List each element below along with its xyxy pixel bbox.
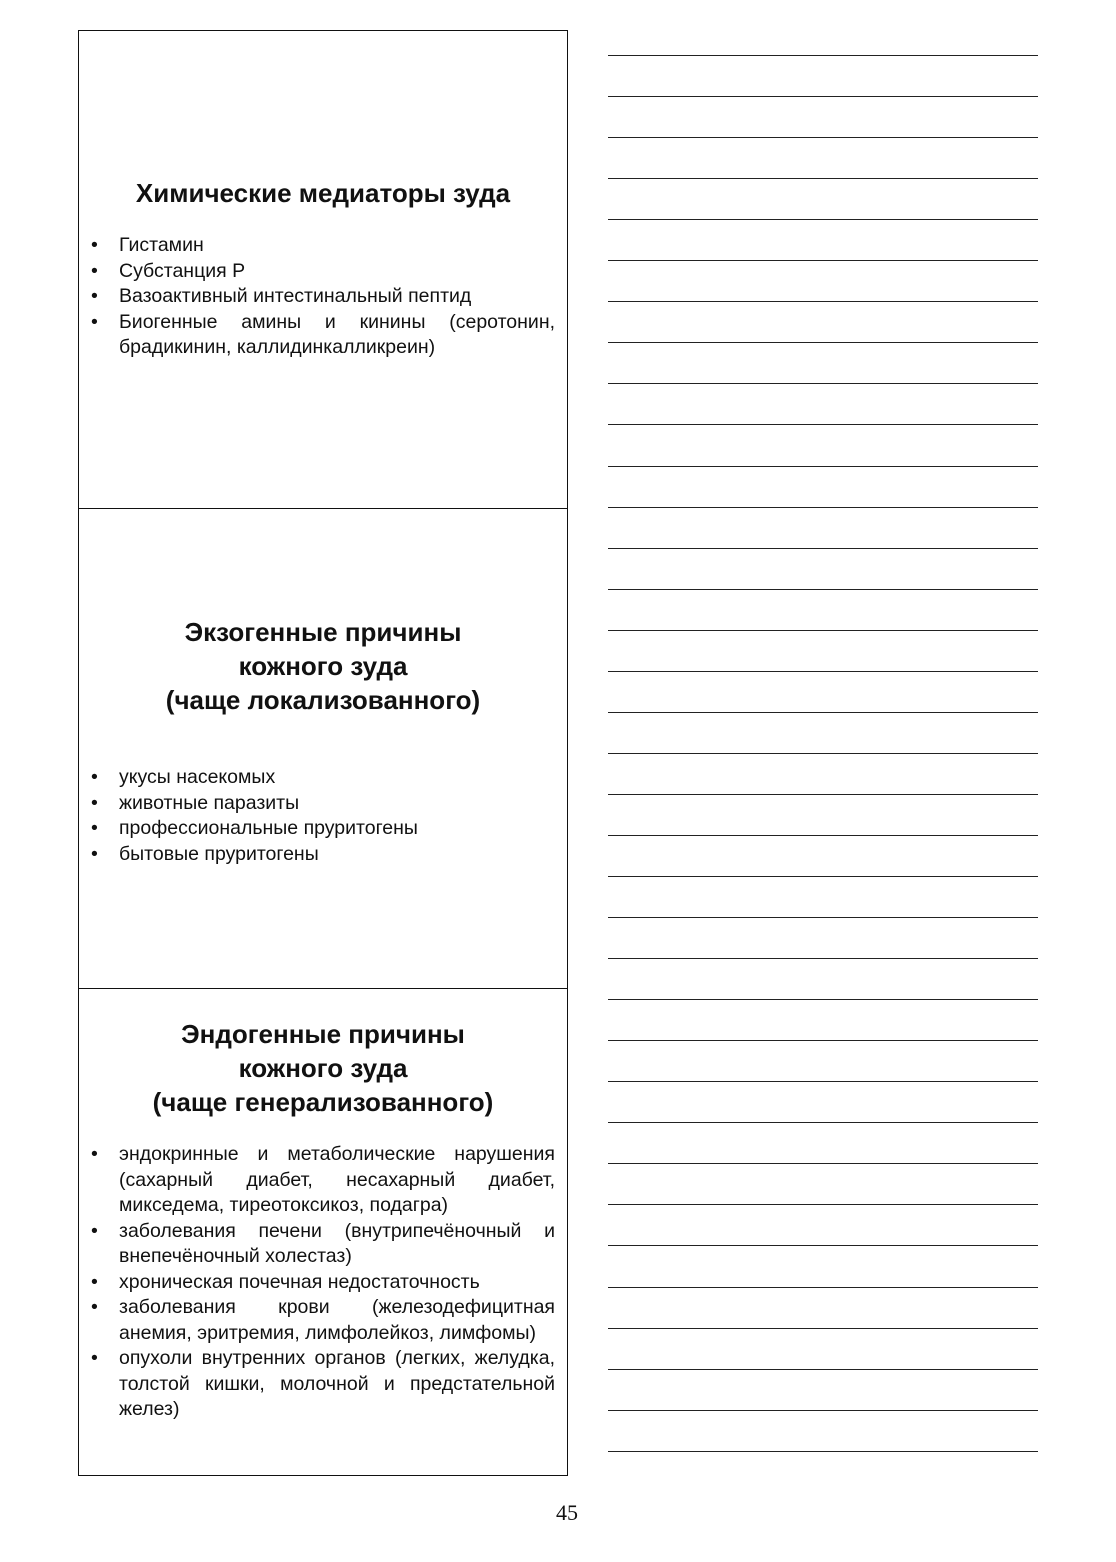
list-item: • Биогенные амины и кинины (серотонин, брадикинин, каллидинкалликреин) bbox=[89, 310, 555, 361]
note-line bbox=[608, 178, 1038, 179]
note-line bbox=[608, 219, 1038, 220]
note-line bbox=[608, 548, 1038, 549]
note-line bbox=[608, 589, 1038, 590]
note-line bbox=[608, 1081, 1038, 1082]
title-line: Химические медиаторы зуда bbox=[135, 178, 511, 208]
note-line bbox=[608, 630, 1038, 631]
slide-title bbox=[79, 1017, 567, 1119]
note-line bbox=[608, 1287, 1038, 1288]
list-item: • укусы насекомых bbox=[89, 765, 555, 791]
note-line bbox=[608, 999, 1038, 1000]
note-line bbox=[608, 1410, 1038, 1411]
note-line bbox=[608, 1040, 1038, 1041]
note-line bbox=[608, 507, 1038, 508]
note-line bbox=[608, 466, 1038, 467]
title-line: кожного зуда bbox=[238, 651, 408, 681]
bullet-list bbox=[89, 1142, 555, 1423]
note-line bbox=[608, 137, 1038, 138]
note-line bbox=[608, 260, 1038, 261]
list-item: • животные паразиты bbox=[89, 791, 555, 817]
note-line bbox=[608, 876, 1038, 877]
note-line bbox=[608, 958, 1038, 959]
list-item: • профессиональные пруритогены bbox=[89, 816, 555, 842]
note-line bbox=[608, 794, 1038, 795]
slide-title bbox=[79, 176, 567, 210]
title-line: Экзогенные причины bbox=[184, 617, 462, 647]
list-item: • Субстанция Р bbox=[89, 259, 555, 285]
list-item: • эндокринные и метаболические нарушения (сахарный диабет, несахарный диабет, микседема, тиреотоксикоз, подагра) bbox=[89, 1142, 555, 1219]
slide-title bbox=[79, 615, 567, 717]
note-line bbox=[608, 1122, 1038, 1123]
list-item: • бытовые пруритогены bbox=[89, 842, 555, 868]
list-item: • опухоли внутренних органов (легких, желудка, толстой кишки, молочной и предстательной желез) bbox=[89, 1346, 555, 1423]
bullet-list bbox=[89, 233, 555, 361]
bullet-list bbox=[89, 765, 555, 867]
note-line bbox=[608, 383, 1038, 384]
note-line bbox=[608, 1369, 1038, 1370]
note-line bbox=[608, 342, 1038, 343]
note-line bbox=[608, 1245, 1038, 1246]
slide-endogenous-causes bbox=[79, 988, 567, 1474]
note-line bbox=[608, 301, 1038, 302]
note-line bbox=[608, 96, 1038, 97]
title-line: (чаще локализованного) bbox=[165, 685, 481, 715]
list-item: • заболевания печени (внутрипечёночный и внепечёночный холестаз) bbox=[89, 1219, 555, 1270]
list-item: • хроническая почечная недостаточность bbox=[89, 1270, 555, 1296]
note-line bbox=[608, 1163, 1038, 1164]
page-number: 45 bbox=[556, 1500, 578, 1525]
list-item: • Вазоактивный интестинальный пептид bbox=[89, 284, 555, 310]
note-line bbox=[608, 1204, 1038, 1205]
note-line bbox=[608, 712, 1038, 713]
slides-column bbox=[78, 30, 568, 1476]
list-item: • заболевания крови (железодефицитная анемия, эритремия, лимфолейкоз, лимфомы) bbox=[89, 1295, 555, 1346]
note-line bbox=[608, 753, 1038, 754]
slide-chemical-mediators bbox=[79, 31, 567, 508]
title-line: (чаще генерализованного) bbox=[152, 1087, 494, 1117]
note-line bbox=[608, 917, 1038, 918]
note-line bbox=[608, 1451, 1038, 1452]
note-line bbox=[608, 1328, 1038, 1329]
title-line: кожного зуда bbox=[238, 1053, 408, 1083]
note-line bbox=[608, 835, 1038, 836]
note-line bbox=[608, 424, 1038, 425]
list-item: • Гистамин bbox=[89, 233, 555, 259]
slide-exogenous-causes bbox=[79, 508, 567, 988]
note-line bbox=[608, 55, 1038, 56]
note-line bbox=[608, 671, 1038, 672]
notes-lines-area bbox=[608, 0, 1038, 1562]
title-line: Эндогенные причины bbox=[181, 1019, 465, 1049]
